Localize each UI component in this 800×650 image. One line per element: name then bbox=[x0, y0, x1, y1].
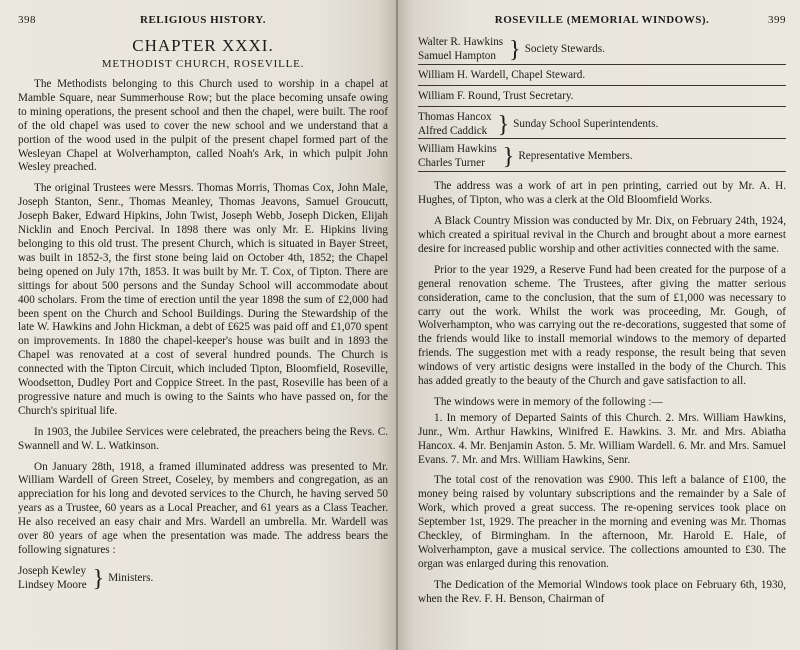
signature-group-ministers bbox=[18, 565, 388, 593]
signature-name: Walter R. Hawkins bbox=[418, 36, 504, 48]
paragraph: In 1903, the Jubilee Services were celebrated, the preachers being the Revs. C. Swannell and W. L. Watkinson. bbox=[18, 425, 388, 452]
paragraph: The total cost of the renovation was £900. This left a balance of £100, the money being raised by voluntary subscriptions and the remainder by a Sale of Work, which proved a great success. The re-opening services took place on September 1st, 1929. The preacher in the morning and evening was Mr. Thomas Checkley, of Birmingham. In the afternoon, Mr. Harold E. Hale, of Wolverhampton, gave a musical service. The collections amounted to £30. The organ was enlarged during this renovation. bbox=[418, 474, 786, 570]
signature-role: Society Stewards. bbox=[524, 42, 605, 55]
paragraph: The original Trustees were Messrs. Thomas Morris, Thomas Cox, John Male, Joseph Stanton, Senr., Thomas Meanley, Thomas Jeavons, Samuel Groucutt, Joseph Baker, Edward Hipkins, John Twist, Joseph Webb, Joseph Dicken, Elijah Nicklin and Enoch Percival. In 1898 there was only Mr. E. Hipkins living belonging to this old trust. The present Church, which is situated in Bayer Street, was built in 1852-3, the first stone being laid on October 4th, 1852; the Chapel being opened on July 17th, 1853. It was built by Mr. T. Cox, of Tipton. There are sittings for about 500 persons and the Sunday School will accommodate about 400 scholars. From the time of erection until the year 1898 the sum of £2,000 had been spent on the Church and School Buildings. During the Stewardship of the late W. Hawkins and John Hickman, a debt of £625 was paid off and £1,070 spent on improvements. In 1880 the chapel-keeper's house was built and in 1893 the Chapel was renovated at a cost of several hundred pounds. The Church is connected with the Tipton Circuit, which included Tipton, Bloomfield, Roseville, Woodsetton, Dudley Port and Coppice Street. In the past, Roseville has been of a progressive nature and much is owing to the Saints who have passed on, for the Church's spiritual life. bbox=[18, 182, 388, 417]
chapter-title: CHAPTER XXXI. bbox=[132, 36, 274, 55]
paragraph: The Methodists belonging to this Church used to worship in a chapel at Mamble Square, near Summerhouse Row; but the place becoming unsafe owing to mining operations, the present school and then the chapel, were built. The roof of the old chapel was used to cover the new school and we understand that a portion of the wood used in the pulpit of the present chapel formed part of the Wesleyan Chapel at Wolverhampton, called Noah's Ark, in which pulpit John Wesley preached. bbox=[18, 78, 388, 174]
chapter-subheading: METHODIST CHURCH, ROSEVILLE. bbox=[101, 58, 305, 70]
signature-group-representatives bbox=[418, 143, 786, 172]
right-page-number: 399 bbox=[768, 14, 786, 26]
signature-name: Samuel Hampton bbox=[418, 49, 496, 62]
signature-name: Charles Turner bbox=[418, 157, 485, 170]
paragraph: Prior to the year 1929, a Reserve Fund had been created for the purpose of a general renovation scheme. The Trustees, after giving the matter serious consideration, came to the conclusion, that the sum of £1,000 was necessary to carry out the work. Whilst the work was proceeding, Mr. Gough, of Wolverhampton, who was carrying out the re-decorations, suggested that some of the friends would like to install memorial windows to the memory of departed friends. The suggestion met with a ready response, the result being that seven windows of very artistic designs were installed in the body of the Church. This has added greatly to the beauty of the Church and gave satisfaction to all. bbox=[418, 263, 786, 388]
brace-glyph: } bbox=[509, 36, 521, 63]
paragraph: The windows were in memory of the following :— bbox=[434, 395, 663, 408]
signature-role: Sunday School Superintendents. bbox=[513, 117, 659, 130]
right-running-title: ROSEVILLE (MEMORIAL WINDOWS). bbox=[494, 14, 710, 26]
signature-name: Thomas Hancox bbox=[418, 110, 492, 123]
signature-role: Representative Members. bbox=[518, 150, 633, 163]
paragraph: A Black Country Mission was conducted by Mr. Dix, on February 24th, 1924, which created a spiritual revival in the Church and brought about a more earnest desire for increased public worship and other activities connected with the same. bbox=[418, 215, 786, 255]
right-page bbox=[398, 0, 800, 650]
left-page bbox=[0, 0, 398, 650]
left-page-number: 398 bbox=[18, 14, 36, 26]
signature-name: Joseph Kewley bbox=[18, 564, 87, 577]
signature-trust-secretary: William F. Round, Trust Secretary. bbox=[418, 90, 786, 107]
left-running-title: RELIGIOUS HISTORY. bbox=[140, 14, 266, 26]
brace-glyph: } bbox=[92, 565, 105, 592]
left-running-head bbox=[18, 14, 388, 26]
signature-chapel-steward: William H. Wardell, Chapel Steward. bbox=[418, 69, 786, 86]
brace-glyph: } bbox=[497, 111, 510, 138]
brace-glyph: } bbox=[502, 144, 515, 171]
signature-group-superintendents bbox=[418, 111, 786, 140]
paragraph: 1. In memory of Departed Saints of this Church. 2. Mrs. William Hawkins, Junr., Wm. Arthur Hawkins, Winifred E. Hawkins. 3. Mr. and Mrs. Abiatha Hancox. 4. Mr. Benjamin Aston. 5. Mr. William Wardell. 6. Mr. and Mrs. Samuel Evans. 7. Mr. and Mrs. William Hawkins, Senr. bbox=[418, 411, 786, 466]
paragraph: The Dedication of the Memorial Windows took place on February 6th, 1930, when the Rev. F. H. Benson, Chairman of bbox=[418, 578, 786, 605]
paragraph: On January 28th, 1918, a framed illuminated address was presented to Mr. William Wardell of Green Street, Coseley, by members and congregation, as an appreciation for his long and devoted services to the Church, he having served 50 years as a Trustee, 60 years as a Local Preacher, and 61 years as a Class Teacher. He also received an easy chair and Mrs. Wardell an umbrella. Mr. Wardell was over 80 years of age when the presentation was made. The address bears the following signatures : bbox=[18, 460, 388, 556]
right-running-head bbox=[418, 14, 786, 26]
signature-name: Alfred Caddick bbox=[418, 124, 488, 137]
signature-name: Lindsey Moore bbox=[18, 578, 87, 591]
signature-name: William Hawkins bbox=[418, 143, 497, 156]
signature-role: Ministers. bbox=[108, 571, 154, 584]
signature-group-society-stewards bbox=[418, 36, 786, 65]
paragraph: The address was a work of art in pen printing, carried out by Mr. A. H. Hughes, of Tipton, who was a clerk at the Old Bloomfield Works. bbox=[418, 180, 786, 207]
